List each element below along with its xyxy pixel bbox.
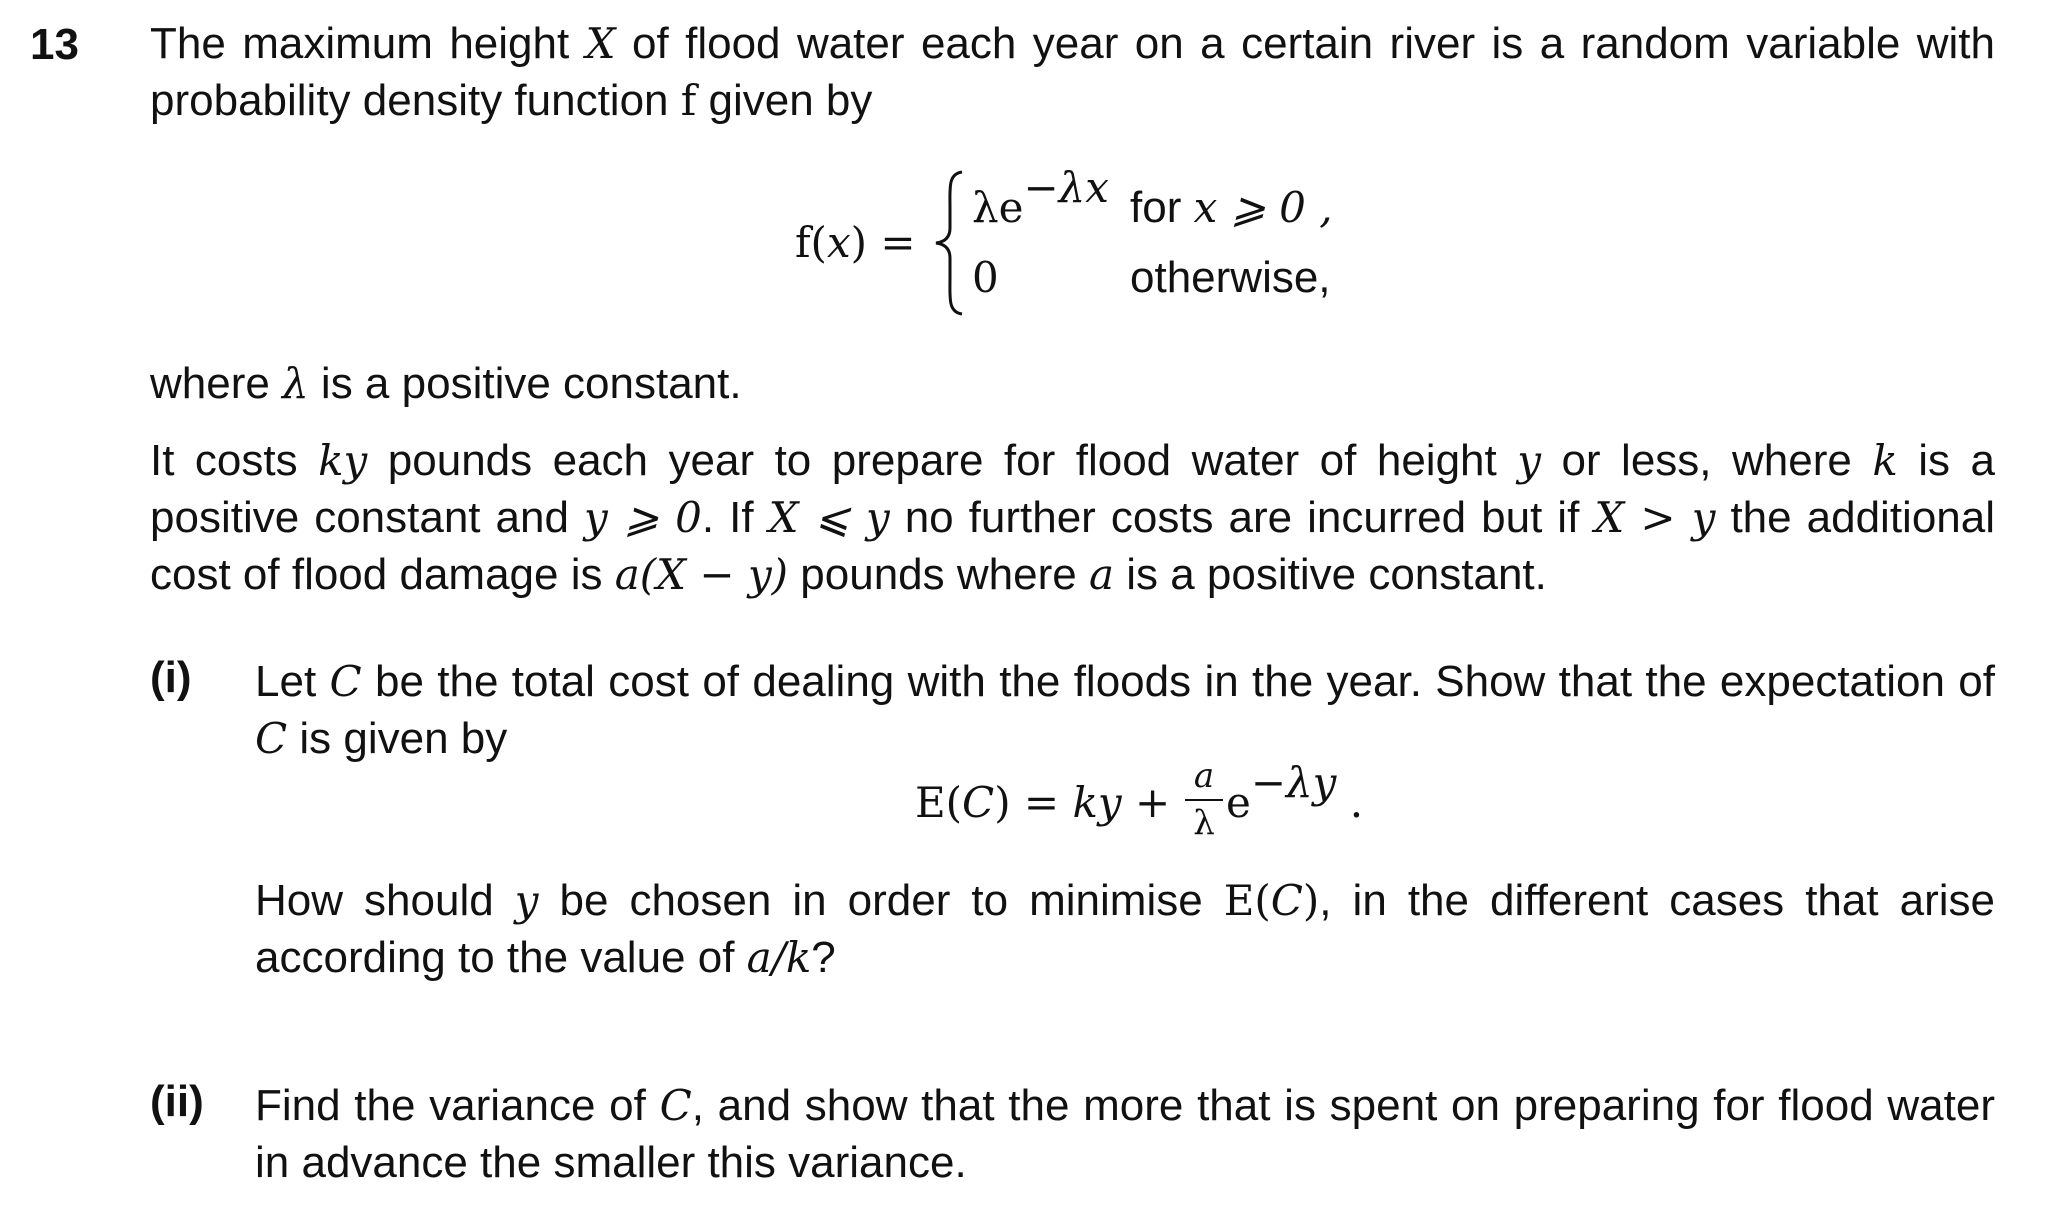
lambda-statement: where λ is a positive constant. [150, 359, 742, 408]
pdf-lhs: f(x) = [795, 218, 916, 267]
fraction-bar [1185, 799, 1223, 801]
part-i-label: (i) [150, 653, 192, 702]
pdf-case2-cond: otherwise, [1130, 253, 1331, 302]
expectation-equation-exp: $e^{-\lambda y}$ . [1226, 758, 1364, 827]
pdf-case1-cond: for x ⩾ 0 , [1130, 183, 1333, 232]
pdf-case1-expr: $\lambda e^{-\lambda x}$ [972, 163, 1109, 232]
expectation-equation-lhs: E(C) = ky + [915, 778, 1171, 827]
part-i-question: How should y be chosen in order to minimise E(C), in the different cases that arise according to the value of a/k? [255, 876, 1995, 982]
part-ii-label: (ii) [150, 1077, 204, 1126]
fraction-a-over-lambda: a λ [1185, 755, 1223, 843]
part-ii-text: Find the variance of C, and show that the more that is spent on preparing for flood water in advance the smaller this variance. [255, 1081, 1995, 1187]
intro-paragraph: The maximum height X of flood water each year on a certain river is a random variable with probability density function f given by [150, 19, 1995, 125]
question-number: 13 [30, 20, 79, 69]
pdf-case2-expr: 0 [972, 253, 999, 302]
left-brace-icon [930, 168, 970, 318]
costs-paragraph: It costs ky pounds each year to prepare for flood water of height y or less, where k is a positive constant and y ⩾ 0. If X ⩽ y no further costs are incurred but if X > y the additional cost of flood damage is a(X − y) pounds where a is a positive constant. [150, 436, 1996, 599]
part-i-text: Let C be the total cost of dealing with the floods in the year. Show that the expectation of C is given by [255, 657, 1995, 763]
